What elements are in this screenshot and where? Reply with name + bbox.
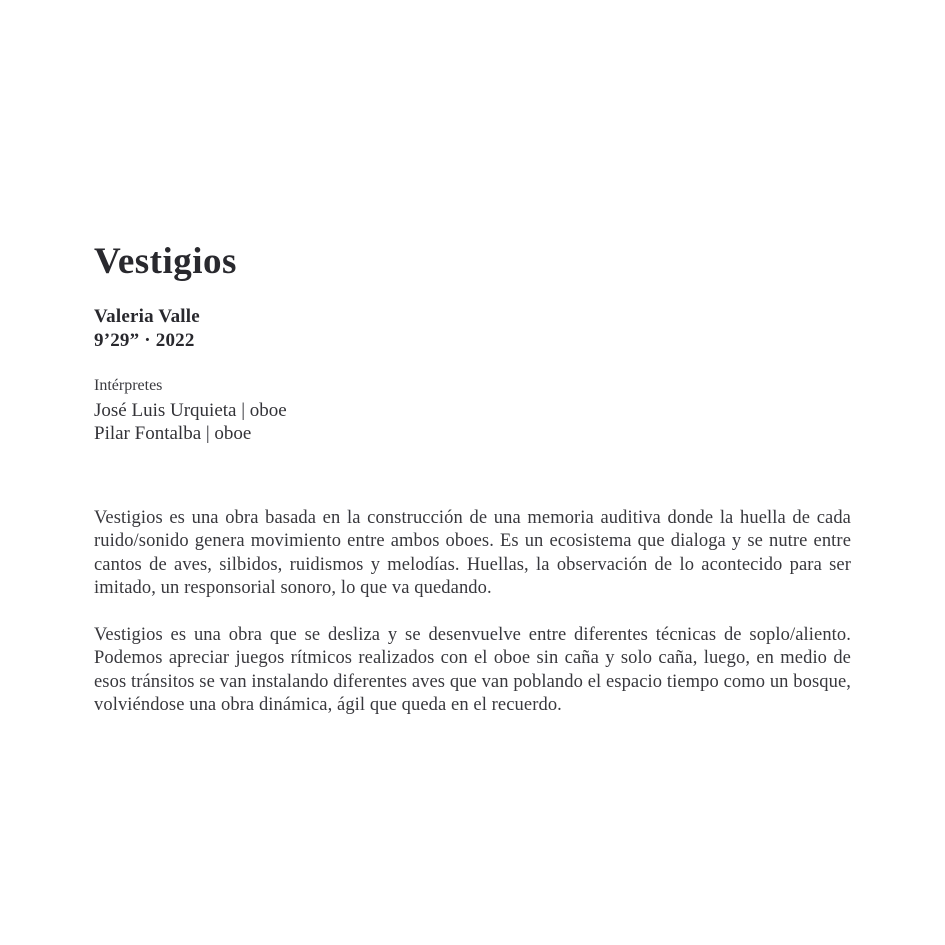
program-note-paragraph: Vestigios es una obra que se desliza y se desenvuelve entre diferentes técnicas de soplo/aliento. Podemos apreciar juegos rítmicos realizados con el oboe sin caña y solo caña, luego, en medio de esos tránsitos se van instalando diferentes aves que van poblando el espacio tiempo como un bosque, volviéndose una obra dinámica, ágil que queda en el recuerdo. [94, 624, 851, 716]
interpreter-line: Pilar Fontalba | oboe [94, 423, 252, 444]
program-note-paragraph: Vestigios es una obra basada en la construcción de una memoria auditiva donde la huella de cada ruido/sonido genera movimiento entre ambos oboes. Es un ecosistema que dialoga y se nutre entre cantos de aves, silbidos, ruidismos y melodías. Huellas, la observación de lo acontecido para ser imitado, un responsorial sonoro, lo que va quedando. [94, 507, 851, 599]
interpreters-block [94, 374, 287, 445]
piece-title: Vestigios [94, 241, 237, 282]
composer-block [94, 305, 200, 352]
duration-year: 9’29” · 2022 [94, 329, 195, 351]
composer-name: Valeria Valle [94, 306, 200, 327]
interpreter-line: José Luis Urquieta | oboe [94, 400, 287, 421]
interpreters-label: Intérpretes [94, 377, 163, 394]
